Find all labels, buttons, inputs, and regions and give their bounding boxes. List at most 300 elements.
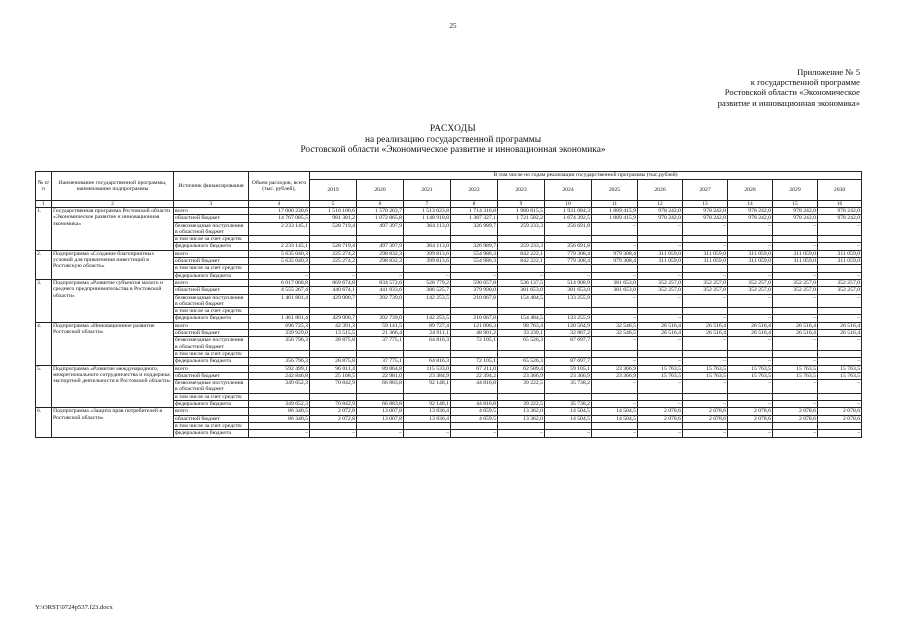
year-value: 981 381,2 — [310, 215, 357, 222]
year-value — [773, 422, 818, 429]
year-value: 142 253,5 — [404, 315, 451, 322]
year-value: 44 816,8 — [451, 401, 498, 408]
year-value: 32 546,5 — [592, 330, 638, 337]
funding-source: безвозмездные поступления в областной бюджет — [174, 294, 249, 308]
year-value: 311 059,0 — [773, 250, 818, 257]
year-value: 2 078,6 — [818, 415, 862, 422]
year-value — [638, 265, 683, 272]
year-value — [451, 236, 498, 243]
year-value — [728, 308, 773, 315]
header-total: Объем расходов, всего (тыс. рублей), — [249, 172, 310, 201]
year-value: 92 148,1 — [404, 380, 451, 394]
year-value: 32 546,5 — [592, 322, 638, 329]
year-value: – — [592, 222, 638, 236]
year-value — [728, 422, 773, 429]
year-value: 2 078,6 — [683, 415, 728, 422]
year-value: 352 257,0 — [818, 287, 862, 294]
year-value: 326 989,7 — [451, 243, 498, 250]
title-line: РАСХОДЫ — [429, 124, 477, 134]
year-value: 70 842,9 — [310, 401, 357, 408]
year-value: 311 059,0 — [683, 250, 728, 257]
year-value: 497 397,9 — [357, 243, 404, 250]
year-value — [451, 422, 498, 429]
year-value: – — [773, 315, 818, 322]
total-value: 5 635 040,3 — [249, 258, 310, 265]
year-value: – — [728, 358, 773, 365]
year-value: 978 242,0 — [683, 208, 728, 215]
year-value: 1 148 910,8 — [404, 215, 451, 222]
year-value: – — [638, 337, 683, 351]
year-value: – — [638, 380, 683, 394]
year-value — [592, 393, 638, 400]
total-value: 86 340,5 — [249, 415, 310, 422]
funding-source: всего — [174, 365, 249, 372]
year-value: 26 516,4 — [728, 322, 773, 329]
year-value — [451, 265, 498, 272]
year-value — [592, 422, 638, 429]
year-value — [357, 350, 404, 357]
year-value: 133 255,9 — [545, 315, 592, 322]
year-value — [310, 265, 357, 272]
year-value — [545, 308, 592, 315]
year-value: 72 105,1 — [451, 358, 498, 365]
funding-source: всего — [174, 250, 249, 257]
year-value: 28 875,8 — [310, 337, 357, 351]
year-value: 4 659,5 — [451, 415, 498, 422]
year-value: 44 816,8 — [451, 380, 498, 394]
header-year: 2030 — [818, 180, 862, 201]
table-row — [36, 365, 862, 372]
year-value: 379 990,0 — [451, 287, 498, 294]
year-value: – — [683, 272, 728, 279]
year-value: – — [683, 401, 728, 408]
program-name: Подпрограмма «Создание благоприятных условий для привлечения инвестиций в Ростовскую область» — [52, 250, 174, 279]
year-value — [683, 236, 728, 243]
year-value: 14 504,5 — [545, 415, 592, 422]
total-value: 14 767 085,5 — [249, 215, 310, 222]
year-value: 26 516,4 — [683, 322, 728, 329]
year-value: 2 078,6 — [773, 408, 818, 415]
year-value: – — [818, 337, 862, 351]
year-value: – — [728, 272, 773, 279]
year-value — [404, 265, 451, 272]
year-value: – — [728, 430, 773, 437]
year-value — [310, 350, 357, 357]
year-value: 33 239,1 — [498, 330, 545, 337]
year-value: – — [818, 315, 862, 322]
total-value: 356 796,3 — [249, 337, 310, 351]
year-value: 23 366,9 — [592, 365, 638, 372]
year-value: 15 763,5 — [638, 372, 683, 379]
year-value: 37 775,1 — [357, 358, 404, 365]
year-value: – — [592, 380, 638, 394]
year-value: – — [592, 358, 638, 365]
year-value: 978 242,0 — [728, 215, 773, 222]
total-value: – — [249, 430, 310, 437]
column-number: 5 — [310, 201, 357, 208]
year-value: 978 242,0 — [683, 215, 728, 222]
year-value — [545, 422, 592, 429]
total-value: – — [249, 272, 310, 279]
year-value: 120 564,9 — [545, 322, 592, 329]
year-value: 89 864,8 — [357, 365, 404, 372]
year-value: 26 516,4 — [773, 322, 818, 329]
row-number: 1. — [36, 208, 52, 251]
year-value: 1 714 316,8 — [451, 208, 498, 215]
year-value: 4 659,5 — [451, 408, 498, 415]
year-value: 26 516,4 — [818, 322, 862, 329]
year-value: 15 763,5 — [683, 372, 728, 379]
year-value: 590 057,8 — [451, 279, 498, 286]
year-value: – — [818, 272, 862, 279]
column-number: 11 — [592, 201, 638, 208]
year-value: 15 763,5 — [773, 365, 818, 372]
year-value: 26 516,4 — [638, 330, 683, 337]
year-value: 352 257,0 — [773, 279, 818, 286]
year-value — [592, 236, 638, 243]
year-value — [773, 393, 818, 400]
year-value: – — [592, 401, 638, 408]
year-value: 13 836,4 — [404, 408, 451, 415]
year-value: 298 832,3 — [357, 258, 404, 265]
year-value: 15 763,5 — [728, 372, 773, 379]
year-value: 65 526,3 — [498, 337, 545, 351]
year-value — [683, 422, 728, 429]
year-value: 59 141,5 — [357, 322, 404, 329]
program-name: Подпрограмма «Защита прав потребителей в Ростовской области» — [52, 408, 174, 437]
total-value: 17 000 230,6 — [249, 208, 310, 215]
funding-source: федерального бюджета — [174, 315, 249, 322]
year-value — [498, 393, 545, 400]
year-value: 14 504,5 — [545, 408, 592, 415]
year-value — [592, 265, 638, 272]
year-value — [545, 393, 592, 400]
year-value: 2 078,6 — [683, 408, 728, 415]
year-value: 210 067,8 — [451, 294, 498, 308]
year-value — [357, 393, 404, 400]
year-value — [404, 393, 451, 400]
year-value: 779 308,4 — [545, 250, 592, 257]
total-value: 1 461 801,4 — [249, 294, 310, 308]
table-row — [36, 322, 862, 329]
year-value: 98 763,4 — [498, 322, 545, 329]
year-value: 22 981,0 — [357, 372, 404, 379]
year-value: 842 222,1 — [498, 250, 545, 257]
year-value: – — [357, 272, 404, 279]
total-value — [249, 308, 310, 315]
year-value: – — [404, 272, 451, 279]
funding-source: в том числе за счет средств: — [174, 236, 249, 243]
year-value — [357, 422, 404, 429]
year-value: – — [592, 337, 638, 351]
funding-source: областной бюджет — [174, 415, 249, 422]
year-value — [545, 236, 592, 243]
total-value — [249, 393, 310, 400]
column-number: 6 — [357, 201, 404, 208]
table-row — [36, 408, 862, 415]
year-value: 392 739,0 — [357, 294, 404, 308]
year-value: – — [773, 337, 818, 351]
year-value: 352 257,0 — [818, 279, 862, 286]
year-value: 15 763,5 — [728, 365, 773, 372]
year-value: 2 072,8 — [310, 415, 357, 422]
total-value: 2 233 145,1 — [249, 222, 310, 236]
year-value: 13 362,0 — [498, 408, 545, 415]
funding-source: всего — [174, 408, 249, 415]
year-value: – — [683, 294, 728, 308]
year-value — [310, 308, 357, 315]
year-value: 381 653,0 — [498, 287, 545, 294]
year-value: 352 257,0 — [683, 287, 728, 294]
appendix-line: к государственной программе — [750, 77, 860, 88]
year-value: 154 484,5 — [498, 294, 545, 308]
year-value: 978 242,0 — [728, 208, 773, 215]
year-value: 554 986,3 — [451, 250, 498, 257]
year-value: 1 513 023,8 — [404, 208, 451, 215]
year-value: – — [728, 401, 773, 408]
funding-source: федерального бюджета — [174, 243, 249, 250]
year-value: 440 674,1 — [310, 287, 357, 294]
year-value: 37 775,1 — [357, 337, 404, 351]
year-value: – — [773, 358, 818, 365]
year-value — [683, 265, 728, 272]
year-value: 39 222,5 — [498, 380, 545, 394]
year-value — [773, 350, 818, 357]
year-value: 2 078,6 — [773, 415, 818, 422]
year-value: – — [728, 222, 773, 236]
year-value: 528 779,2 — [404, 279, 451, 286]
year-value: 2 078,6 — [638, 408, 683, 415]
year-value: 364 113,0 — [404, 222, 451, 236]
row-number: 2. — [36, 250, 52, 279]
header-source: Источник финансирования — [174, 172, 249, 201]
year-value: 72 105,1 — [451, 337, 498, 351]
column-number: 14 — [728, 201, 773, 208]
year-value: – — [683, 315, 728, 322]
year-value: 87 697,7 — [545, 337, 592, 351]
year-value: 259 233,3 — [498, 222, 545, 236]
year-value: 66 883,8 — [357, 380, 404, 394]
year-value: 842 222,1 — [498, 258, 545, 265]
funding-source: в том числе за счет средств: — [174, 422, 249, 429]
header-year: 2026 — [638, 180, 683, 201]
year-value: 352 257,0 — [683, 279, 728, 286]
year-value: – — [451, 430, 498, 437]
column-number: 12 — [638, 201, 683, 208]
year-value — [404, 422, 451, 429]
year-value: 326 989,7 — [451, 222, 498, 236]
year-value: 429 000,7 — [310, 315, 357, 322]
year-value: 1 889 415,9 — [592, 215, 638, 222]
year-value — [310, 393, 357, 400]
year-value: – — [357, 430, 404, 437]
year-value — [683, 393, 728, 400]
funding-source: безвозмездные поступления в областной бюджет — [174, 337, 249, 351]
year-value: 35 738,2 — [545, 380, 592, 394]
year-value: 311 059,0 — [818, 250, 862, 257]
document-title — [0, 124, 906, 156]
year-value: 429 000,7 — [310, 294, 357, 308]
year-value: 978 242,0 — [638, 215, 683, 222]
year-value: 256 691,8 — [545, 243, 592, 250]
year-value: 26 516,4 — [683, 330, 728, 337]
year-value: – — [773, 294, 818, 308]
year-value: – — [773, 380, 818, 394]
year-value: 259 233,3 — [498, 243, 545, 250]
total-value: 592 499,1 — [249, 365, 310, 372]
year-value: 26 516,4 — [773, 330, 818, 337]
header-year: 2025 — [592, 180, 638, 201]
header-num: № п/п — [36, 172, 52, 201]
table-row — [36, 250, 862, 257]
column-number: 8 — [451, 201, 498, 208]
year-value: 154 484,5 — [498, 315, 545, 322]
year-value: – — [728, 243, 773, 250]
total-value — [249, 236, 310, 243]
funding-source: федерального бюджета — [174, 358, 249, 365]
year-value: – — [638, 315, 683, 322]
year-value: 39 222,5 — [498, 401, 545, 408]
year-value: 14 504,5 — [592, 408, 638, 415]
year-value: 133 255,9 — [545, 294, 592, 308]
year-value: – — [818, 430, 862, 437]
year-value: 311 059,0 — [773, 258, 818, 265]
year-value — [773, 236, 818, 243]
funding-source: областной бюджет — [174, 372, 249, 379]
year-value: 32 867,2 — [545, 330, 592, 337]
header-year: 2024 — [545, 180, 592, 201]
year-value — [310, 236, 357, 243]
header-year: 2028 — [728, 180, 773, 201]
year-value: – — [683, 222, 728, 236]
year-value: 311 059,0 — [638, 258, 683, 265]
year-value: 514 908,9 — [545, 279, 592, 286]
year-value: – — [773, 401, 818, 408]
year-value: 399 813,6 — [404, 258, 451, 265]
year-value: 978 242,0 — [638, 208, 683, 215]
year-value: 364 113,0 — [404, 243, 451, 250]
year-value — [592, 308, 638, 315]
year-value: 1 889 415,9 — [592, 208, 638, 215]
year-value: – — [545, 272, 592, 279]
year-value: 352 257,0 — [728, 279, 773, 286]
year-value: 298 832,3 — [357, 250, 404, 257]
funding-source: в том числе за счет средств: — [174, 393, 249, 400]
year-value: 62 589,4 — [498, 365, 545, 372]
year-value: – — [638, 243, 683, 250]
year-value — [404, 236, 451, 243]
year-value: 528 719,4 — [310, 222, 357, 236]
header-year: 2029 — [773, 180, 818, 201]
year-value: – — [818, 358, 862, 365]
header-name: Наименование государственной программы, наименование подпрограммы — [52, 172, 174, 201]
funding-source: в том числе за счет средств: — [174, 350, 249, 357]
year-value: 26 516,4 — [818, 330, 862, 337]
funding-source: безвозмездные поступления в областной бюджет — [174, 222, 249, 236]
year-value: 352 257,0 — [773, 287, 818, 294]
year-value — [357, 308, 404, 315]
year-value — [545, 350, 592, 357]
year-value: – — [728, 294, 773, 308]
year-value: 1 980 815,5 — [498, 208, 545, 215]
year-value: 42 391,3 — [310, 322, 357, 329]
year-value: 15 763,5 — [638, 365, 683, 372]
year-value: 352 257,0 — [638, 279, 683, 286]
year-value: – — [683, 380, 728, 394]
year-value: 779 308,4 — [545, 258, 592, 265]
program-name: Подпрограмма «Развитие международного, межрегионального сотрудничества и поддержка экспортной деятельности в Ростовской области» — [52, 365, 174, 408]
year-value: 978 242,0 — [818, 208, 862, 215]
year-value: 554 986,3 — [451, 258, 498, 265]
year-value: – — [310, 272, 357, 279]
year-value: – — [818, 222, 862, 236]
year-value: 392 739,0 — [357, 315, 404, 322]
year-value: 64 816,3 — [404, 337, 451, 351]
year-value: 13 836,4 — [404, 415, 451, 422]
year-value: 256 691,8 — [545, 222, 592, 236]
year-value: – — [683, 243, 728, 250]
year-value: – — [773, 272, 818, 279]
year-value: 979 308,4 — [592, 258, 638, 265]
year-value — [683, 350, 728, 357]
year-value: 89 727,4 — [404, 322, 451, 329]
year-value: 399 813,6 — [404, 250, 451, 257]
header-year: 2027 — [683, 180, 728, 201]
year-value: 1 387 327,1 — [451, 215, 498, 222]
year-value: – — [683, 358, 728, 365]
funding-source: всего — [174, 208, 249, 215]
total-value: 349 652,3 — [249, 401, 310, 408]
year-value — [818, 265, 862, 272]
total-value — [249, 422, 310, 429]
header-year: 2022 — [451, 180, 498, 201]
year-value: 13 007,8 — [357, 415, 404, 422]
year-value: 14 504,5 — [592, 415, 638, 422]
year-value — [773, 308, 818, 315]
row-number: 4. — [36, 322, 52, 365]
year-value — [498, 236, 545, 243]
year-value: – — [310, 430, 357, 437]
year-value: 381 653,0 — [592, 287, 638, 294]
total-value: 242 846,8 — [249, 372, 310, 379]
year-value: – — [592, 243, 638, 250]
year-value — [818, 308, 862, 315]
year-value: – — [404, 430, 451, 437]
row-number: 3. — [36, 279, 52, 322]
year-value: 92 148,1 — [404, 401, 451, 408]
total-value: 4 555 267,4 — [249, 287, 310, 294]
appendix-heading — [660, 67, 860, 108]
expenses-table — [35, 171, 862, 438]
column-number: 4 — [249, 201, 310, 208]
appendix-line: Ростовской области «Экономическое — [724, 87, 860, 98]
column-number: 3 — [174, 201, 249, 208]
year-value — [818, 422, 862, 429]
column-number: 13 — [683, 201, 728, 208]
year-value: 2 072,8 — [310, 408, 357, 415]
year-value: 13 007,8 — [357, 408, 404, 415]
year-value — [451, 308, 498, 315]
year-value: 381 653,0 — [545, 287, 592, 294]
year-value: 67 211,0 — [451, 365, 498, 372]
year-value: – — [683, 430, 728, 437]
year-value: 311 059,0 — [728, 258, 773, 265]
total-value: 6 017 068,8 — [249, 279, 310, 286]
total-value: 356 796,3 — [249, 358, 310, 365]
year-value — [638, 350, 683, 357]
year-value: 26 516,4 — [728, 330, 773, 337]
year-value: 15 763,5 — [818, 365, 862, 372]
